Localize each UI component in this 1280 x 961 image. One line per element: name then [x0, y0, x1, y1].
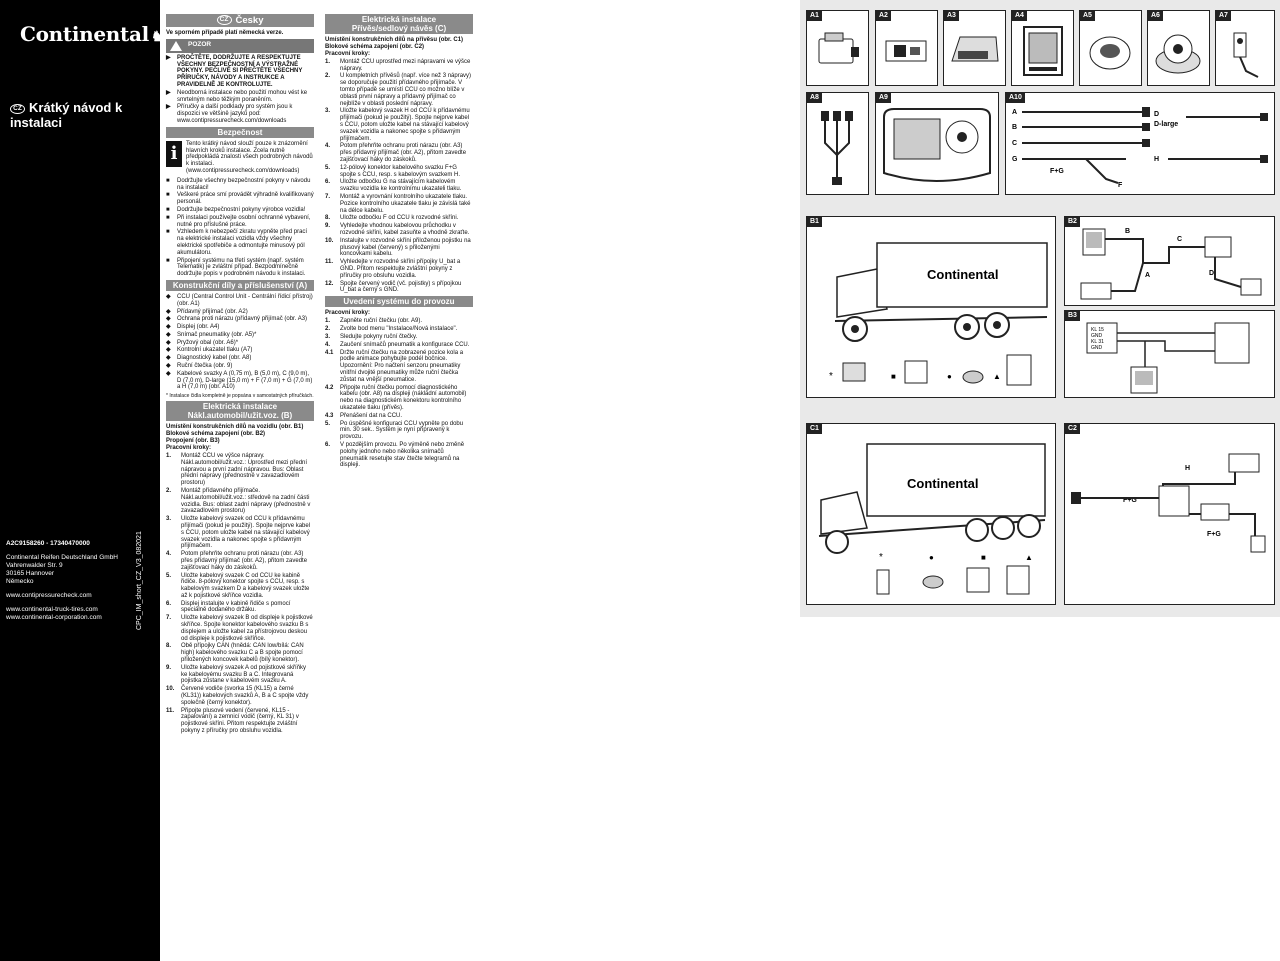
terminal-label: GND: [1091, 333, 1103, 339]
trailer-step: [325, 238, 473, 258]
part-number: A2C9158260 - 17340470000: [6, 540, 90, 547]
truck-step-text: Montáž CCU ve výšce nápravy. Nákl.automobil/užit.voz.: Uprostřed mezi přední nápravou a první zadní nápravou. Bus: Oblast přední nápravy (přednostně v zavazadlovém prostoru): [181, 452, 308, 487]
safety-item: [166, 215, 314, 229]
part-item: [166, 347, 314, 354]
part-item: [166, 332, 314, 339]
bullet-marker: ◆: [166, 308, 171, 315]
trailer-step: [325, 215, 473, 222]
fig-a6: A6: [1147, 10, 1210, 86]
diagnostic-cable-icon: [807, 93, 868, 194]
doc-id: CPC_IM_short_CZ_V3_082021: [136, 531, 143, 630]
step-number: 5.: [325, 420, 331, 427]
terminal-label: GND: [1091, 345, 1103, 351]
trailer-step: [325, 194, 473, 214]
truck-connection-diagram: [1065, 311, 1274, 397]
part-item-text: Kontrolní ukazatel tlaku (A7): [177, 347, 253, 354]
part-item: [166, 324, 314, 331]
safety-item-text: Dodržujte bezpečnostní pokyny výrobce vozidla!: [177, 206, 306, 213]
step-number: 9.: [325, 223, 331, 230]
left-band: [0, 0, 160, 961]
truck-step: [166, 516, 314, 550]
parts-list: [166, 294, 314, 391]
marker-dot: ●: [947, 372, 952, 381]
horse-icon: ♞: [150, 29, 164, 45]
commission-step: [325, 385, 473, 412]
bullet-marker: ◆: [166, 363, 171, 370]
diagram-label: H: [1185, 465, 1191, 472]
trailer-intro: Blokové schéma zapojení (obr. C2): [325, 43, 425, 50]
commission-step-text: Držte ruční čtečku na zobrazené pozice kola a podle animace pohybujte podél bočnice. Upozornění: Pro načtení senzoru pneumatiky vnitřní dvojité pneumatiky může ruční čtečka zůstat na vnější pneumatice.: [340, 349, 464, 383]
trailer-illustration: [807, 424, 1055, 604]
part-item: [166, 363, 314, 370]
commission-steps: [325, 318, 473, 469]
step-number: 8.: [166, 643, 172, 650]
commission-step: [325, 318, 473, 325]
company-line: Continental Reifen Deutschland GmbH: [6, 554, 119, 561]
parts-footnote: * Instalace čidla kompletně je popsána v samostatných příručkách.: [166, 393, 314, 400]
trailer-intro: Pracovní kroky:: [325, 50, 371, 57]
url-link[interactable]: www.contipressurecheck.com: [6, 592, 92, 599]
truck-step: [166, 665, 314, 685]
section-header-trailer: Elektrická instalace Přívěs/sedlový návěs (C): [325, 14, 473, 34]
url-link[interactable]: www.continental-truck-tires.com: [6, 606, 98, 613]
commission-step-text: Zaučení snímačů pneumatik a konfigurace CCU.: [340, 341, 470, 348]
diagram-label: A: [1145, 272, 1151, 279]
commission-step: [325, 421, 473, 441]
commission-step: [325, 326, 473, 333]
trailer-step-text: Vyhledejte vhodnou kabelovou průchodku v rozvodné skříni, kabel zasuňte a vhodně zkraťte.: [340, 223, 470, 237]
truck-step: [166, 601, 314, 615]
trailer-step-text: Montáž CCU uprostřed mezi nápravami ve výšce nápravy.: [340, 58, 471, 72]
part-item-text: Ochrana proti nárazu (přídavný přijímač (obr. A3): [177, 316, 308, 323]
marker-square: ■: [891, 372, 896, 381]
cable-label: B: [1012, 124, 1018, 131]
marker-triangle: ▲: [993, 372, 1001, 381]
bullet-marker: ◆: [166, 324, 171, 331]
step-number: 4.3: [325, 412, 334, 419]
trailer-step: [325, 259, 473, 279]
truck-step: [166, 573, 314, 600]
cable-label: D-large: [1154, 121, 1179, 128]
cable-label: F: [1118, 182, 1123, 189]
commission-step-text: V pozdějším provozu. Po výměně nebo změně polohy jednoho nebo několika snímačů pneumatik resetujte stav čtečte telegramů na displeji.: [340, 442, 465, 469]
safety-item: [166, 192, 314, 206]
terminal-label: KL 31: [1091, 339, 1104, 345]
step-number: 3.: [325, 108, 331, 115]
bullet-marker: ◆: [166, 370, 171, 377]
part-item-text: CCU (Central Control Unit - Centrální řídicí přístroj) (obr. A1): [177, 293, 313, 307]
step-number: 11.: [325, 259, 334, 266]
guide-title: CZ Krátký návod k instalaci: [10, 100, 123, 130]
marker-star: *: [829, 371, 833, 382]
trailer-step: [325, 165, 473, 179]
truck-step: [166, 615, 314, 642]
truck-intro: Pracovní kroky:: [166, 444, 212, 451]
text-column-1: [166, 12, 314, 736]
diagram-label: F+G: [1207, 531, 1221, 538]
fig-a5: A5: [1079, 10, 1142, 86]
trailer-step-text: Spojte červený vodič (vč. pojistky) s přípojkou U_bat a černý s GND.: [340, 280, 462, 294]
part-item-text: Kabelové svazky A (0,75 m), B (5,0 m), C (9,0 m), D (7,0 m), D-large (15,0 m) + F (7,0 m) + G (7,0 m) a H (7,0 m) (obr. A10): [177, 370, 313, 391]
trailer-step-text: 12-pólový konektor kabelového svazku F+G spojte s CCU, resp. s kabelovým svazkem H.: [340, 164, 461, 178]
step-number: 1.: [325, 318, 331, 325]
truck-brand-text: Continental: [927, 267, 999, 282]
marker-square: ■: [981, 553, 986, 562]
step-number: 6.: [325, 442, 331, 449]
marker-star: *: [879, 552, 883, 563]
part-item: [166, 294, 314, 308]
step-number: 10.: [166, 686, 175, 693]
truck-step-text: Potom přehrňte ochranu proti nárazu (obr. A3) přes přídavný přijímač (obr. A2), přitom zavedte zajišťovací háky do záskoků.: [181, 551, 308, 571]
trailer-steps: [325, 59, 473, 294]
commission-step-text: Sledujte pokyny ruční čtečky.: [340, 334, 418, 341]
step-number: 2.: [166, 487, 172, 494]
truck-step-text: Obě přípojky CAN (hnědá: CAN low/bílá: CAN high) kabelového svazku C a B spojte pomocí přiložených koncovek kabelů (bílý konektor).: [181, 643, 304, 664]
truck-step: [166, 551, 314, 571]
warning-icon: [170, 41, 182, 51]
truck-step-text: Uložte kabelový svazek C od CCU ke kabině řidiče. 8-pólový konektor spojte s CCU, resp. s kabelovým svazkem D a kabelový svazek uložte až k pojistkové skříňce vozidla.: [181, 572, 310, 599]
step-number: 8.: [325, 215, 331, 222]
step-number: 11.: [166, 707, 175, 714]
fig-b3: B3 KL 15 GND KL 31 GND: [1064, 310, 1275, 398]
trailer-step: [325, 108, 473, 142]
cable-label: G: [1012, 156, 1018, 163]
step-number: 3.: [166, 516, 172, 523]
part-item-text: Pryžový obal (obr. A6)*: [177, 339, 239, 346]
truck-intro: Propojení (obr. B3): [166, 437, 220, 444]
fig-b1: B1 Continental * ■ ● ▲: [806, 216, 1056, 398]
step-number: 1.: [325, 58, 331, 65]
warning-banner: POZOR: [166, 39, 314, 53]
step-number: 6.: [166, 600, 172, 607]
trailer-step-text: Uložte odbočku G na stávajícím kabelovém svazku vozidla ke kontrolnímu ukazateli tlaku.: [340, 179, 462, 193]
cable-label: F+G: [1050, 168, 1064, 175]
truck-step: [166, 643, 314, 663]
language-note: Ve sporném případě platí německá verze.: [166, 30, 284, 36]
step-number: 9.: [166, 664, 172, 671]
cable-label: C: [1012, 140, 1018, 147]
step-number: 2.: [325, 73, 331, 80]
cable-harness-diagram: [1006, 93, 1274, 194]
truck-steps: [166, 453, 314, 735]
safety-item: [166, 258, 314, 278]
bullet-marker: ◆: [166, 355, 171, 362]
ccu-icon: [807, 11, 868, 85]
section-header-truck: Elektrická instalace Nákl.automobil/užit.voz. (B): [166, 401, 314, 421]
truck-step-text: Uložte kabelový svazek od CCU k přídavnému přijímači (pokud je použitý). Spojte nejprve kabel s CCU, potom uložte kabel na stávající kabelový svazek vozidla a nakonec spojte s přídavným přijímačem.: [181, 516, 311, 550]
trailer-step: [325, 59, 473, 73]
imprint: [6, 540, 138, 622]
pressure-indicator-icon: [1216, 11, 1274, 85]
truck-step-text: Montáž přídavného přijímače. Nákl.automobil/užit.voz.: středově na zadní části vozidla. Bus: oblast zadní nápravy (přednostně v zavazadlovém prostoru): [181, 487, 311, 515]
fig-a7: A7: [1215, 10, 1275, 86]
safety-item: [166, 178, 314, 192]
trailer-step-text: U kompletních přívěsů (např. více než 3 nápravy) se doporučuje použití přídavného přijímače. V tomto případě se umístí CCU co možno blíže v oblasti první nápravy a přídavný přijímač co nejblíže v oblasti poslední nápravy.: [340, 73, 472, 107]
info-icon: i: [166, 141, 182, 167]
part-item-text: Diagnostický kabel (obr. A8): [177, 355, 252, 362]
part-item-text: Snímač pneumatiky (obr. A5)*: [177, 331, 257, 338]
bullet-marker: ■: [166, 206, 170, 213]
lang-badge: CZ: [10, 104, 25, 114]
text-column-2: [325, 12, 473, 470]
display-icon: [1012, 11, 1073, 85]
step-number: 2.: [325, 326, 331, 333]
section-header-parts: Konstrukční díly a příslušenství (A): [166, 280, 314, 291]
trailer-step: [325, 73, 473, 107]
trailer-brand-text: Continental: [907, 476, 979, 491]
trailer-step-text: Potom přehrňte ochranu proti nárazu (obr. A3) přes přídavný přijímač (obr. A2), přitom zavedte zajišťovací háky do záskoků.: [340, 143, 467, 164]
fig-a8: A8: [806, 92, 869, 195]
rubber-case-icon: [1148, 11, 1209, 85]
safety-item: [166, 207, 314, 214]
part-item: [166, 316, 314, 323]
commission-step: [325, 334, 473, 341]
truck-block-diagram: [1065, 217, 1274, 305]
step-number: 7.: [166, 615, 172, 622]
bullet-marker: ■: [166, 229, 170, 236]
step-number: 4.2: [325, 384, 334, 391]
commission-step-text: Přenášení dat na CCU.: [340, 412, 403, 419]
truck-intro: Blokové schéma zapojení (obr. B2): [166, 431, 266, 438]
truck-step: [166, 453, 314, 487]
bullet-marker: ■: [166, 192, 170, 199]
safety-item-text: Vzhledem k nebezpečí zkratu vypněte před prací na elektrické instalaci vozidla vždy všechny elektrické spotřebiče a odmontujte minusový pól akumulátoru.: [177, 229, 308, 256]
bullet-marker: ■: [166, 214, 170, 221]
fig-a1: A1: [806, 10, 869, 86]
truck-step: [166, 488, 314, 515]
step-number: 3.: [325, 334, 331, 341]
fig-a3: A3: [943, 10, 1006, 86]
safety-item-text: Veškeré práce smí provádět výhradně kvalifikovaný personál.: [177, 192, 314, 206]
receiver-icon: [876, 11, 937, 85]
section-header-czech: CZ Česky: [166, 14, 314, 27]
commission-step: [325, 342, 473, 349]
truck-step: [166, 686, 314, 706]
commission-step-text: Zapněte ruční čtečku (obr. A9).: [340, 318, 423, 325]
diagram-label: F+G: [1123, 497, 1137, 504]
part-item-text: Displej (obr. A4): [177, 324, 220, 331]
part-item: [166, 371, 314, 391]
bullet-marker: ■: [166, 257, 170, 264]
cable-label: H: [1154, 156, 1160, 163]
truck-step: [166, 708, 314, 735]
safety-list: [166, 178, 314, 278]
tire-sensor-icon: [1080, 11, 1141, 85]
safety-item: [166, 229, 314, 256]
step-number: 12.: [325, 280, 334, 287]
safety-info: i Tento krátký návod slouží pouze k znázornění hlavních kroků instalace. Zcela nutně předpokládá znalosti všech podrobných návodů k instalaci. (www.contipressurecheck.com/downloads): [166, 141, 314, 175]
cable-label: D: [1154, 111, 1160, 118]
truck-step-text: Uložte kabelový svazek A od pojistkové skříňky ke kabelovému svazku B a C. Integrovaná pojistka zůstane v kabelovém svazku A.: [181, 664, 307, 685]
safety-item-text: Připojení systému na třetí systém (např. systém Telematik) je zvláštní případ. Bezpodmínečně dodržujte popis v podrobném návodu k instalaci.: [177, 257, 306, 278]
fig-a10: A10 A B C G F+G F D D-large H: [1005, 92, 1275, 195]
terminal-label: KL 15: [1091, 327, 1104, 333]
trailer-step-text: Montáž a vyrovnání kontrolního ukazatele tlaku. Pozice kontrolního ukazatele tlaku je závislá také na délce kabelu.: [340, 194, 471, 214]
diagram-label: B: [1125, 228, 1131, 235]
bullet-marker: ◆: [166, 347, 171, 354]
trailer-block-diagram: [1065, 424, 1274, 604]
part-item-text: Přídavný přijímač (obr. A2): [177, 308, 248, 315]
step-number: 6.: [325, 179, 331, 186]
step-number: 10.: [325, 237, 334, 244]
commission-step-text: Zvolte bod menu "Instalace/Nová instalace".: [340, 326, 458, 333]
marker-dot: ●: [929, 553, 934, 562]
part-item: [166, 309, 314, 316]
warn-item: ▶ Neodborná instalace nebo použití mohou vést ke smrtelným nebo těžkým poraněním.: [166, 89, 308, 103]
step-number: 4.: [325, 341, 331, 348]
continental-logo: Continental ♞: [20, 22, 164, 46]
bullet-marker: ◆: [166, 293, 171, 300]
fig-c1: C1 Continental * ● ■ ▲: [806, 423, 1056, 605]
section-header-safety: Bezpečnost: [166, 127, 314, 138]
commission-step-text: Po úspěšné konfiguraci CCU vypněte po dobu min. 30 sek.. Systém je nyní připravený k provozu.: [340, 420, 464, 441]
step-number: 4.1: [325, 349, 334, 356]
commission-step: [325, 442, 473, 469]
company-line: 30165 Hannover: [6, 570, 55, 577]
step-number: 4.: [166, 551, 172, 558]
step-number: 5.: [325, 164, 331, 171]
bullet-marker: ■: [166, 177, 170, 184]
cable-label: A: [1012, 109, 1018, 116]
step-number: 4.: [325, 143, 331, 150]
impact-guard-icon: [944, 11, 1005, 85]
fig-c2: C2 H F+G F+G: [1064, 423, 1275, 605]
handheld-reader-icon: [876, 93, 998, 194]
bullet-marker: ◆: [166, 331, 171, 338]
part-item-text: Ruční čtečka (obr. 9): [177, 363, 233, 370]
fig-a4: A4: [1011, 10, 1074, 86]
marker-triangle: ▲: [1025, 553, 1033, 562]
safety-item-text: Dodržujte všechny bezpečnostní pokyny v návodu na instalaci!: [177, 177, 311, 191]
commission-step: [325, 350, 473, 384]
trailer-step-text: Instalujte v rozvodné skříni přiloženou pojistku na plusový kabel (červený) s přiloženými koncovkami kabelu.: [340, 237, 471, 258]
safety-item-text: Při instalaci používejte osobní ochranné vybavení, nutné pro příslušné práce.: [177, 214, 311, 228]
url-link[interactable]: www.continental-corporation.com: [6, 614, 102, 621]
part-item: [166, 355, 314, 362]
trailer-intro: Umístění konstrukčních dílů na přívěsu (obr. C1): [325, 37, 464, 43]
fig-a2: A2: [875, 10, 938, 86]
company-line: Vahrenwalder Str. 9: [6, 562, 63, 569]
trailer-step: [325, 143, 473, 163]
warn-item: ▶ Příručky a další podklady pro systém jsou k dispozici ve většině jazyků pod: www.contipressurecheck.com/downloads: [166, 104, 293, 124]
company-line: Německo: [6, 578, 34, 585]
part-item: [166, 340, 314, 347]
step-number: 1.: [166, 452, 172, 459]
truck-step-text: Červené vodiče (svorka 15 (KL15) a černé (KL31)) kabelových svazků A, B a C spojte vždy společně (černý konektor).: [181, 686, 309, 706]
trailer-step: [325, 281, 473, 295]
trailer-step-text: Uložte odbočku F od CCU k rozvodné skříni.: [340, 215, 459, 222]
truck-illustration: [807, 217, 1055, 397]
truck-step-text: Displej instalujte v kabině řidiče s pomocí speciálně dodaného držáku.: [181, 600, 291, 614]
trailer-step-text: Vyhledejte v rozvodné skříni přípojky U_bat a GND. Přitom respektujte zvláštní pokyny z příručky pro obsluhu vozidla.: [340, 259, 461, 279]
truck-intro: Umístění konstrukčních dílů na vozidlu (obr. B1): [166, 424, 304, 431]
trailer-step: [325, 179, 473, 193]
diagram-label: C: [1177, 236, 1183, 243]
truck-step-text: Připojte plusové vedení (červené, KL15 - zapalování) a zemnicí vodič (černý, KL 31) v pojistkové skříni. Přitom respektujte zvláštní pokyny z příručky pro obsluhu vozidla.: [181, 707, 299, 735]
diagram-label: D: [1209, 270, 1215, 277]
bullet-marker: ◆: [166, 316, 171, 323]
bullet-marker: ◆: [166, 339, 171, 346]
section-header-commissioning: Uvedení systému do provozu: [325, 296, 473, 307]
commission-step-text: Připojte ruční čtečku pomocí diagnostického kabelu (obr. A8) na displeji (nákladní automobil) nebo na diagnostickém konektoru kontrolního ukazatele tlaku (přívěs).: [340, 384, 467, 412]
truck-step-text: Uložte kabelový svazek B od displeje k pojistkové skříňce. Spojte konektor kabelového svazku B s displejem a uložte kabel za přístrojovou deskou od displeje k pojistkové skříňce.: [181, 615, 313, 642]
trailer-step: [325, 223, 473, 237]
commission-step: [325, 413, 473, 420]
warn-item: ▶ PROČTĚTE, DODRŽUJTE A RESPEKTUJTE VŠECHNY BEZPEČNOSTNÍ A VÝSTRAŽNÉ POKYNY. PEČLIVĚ SI PŘEČTĚTE VŠECHNY PŘÍRUČKY, NÁVODY A INSTRUKCE A PRAVIDELNĚ JE KONTROLUJTE.: [166, 54, 303, 88]
step-number: 5.: [166, 572, 172, 579]
fig-b2: B2 B C A D: [1064, 216, 1275, 306]
step-number: 7.: [325, 194, 331, 201]
commission-intro: Pracovní kroky:: [325, 310, 371, 317]
fig-a9: A9: [875, 92, 999, 195]
trailer-step-text: Uložte kabelový svazek H od CCU k přídavnému přijímači (pokud je použitý). Spojte nejprve kabel s CCU, potom uložte kabel na stávající kabelový svazek vozidla a nakonec spojte s přídavným přijímačem.: [340, 108, 470, 142]
